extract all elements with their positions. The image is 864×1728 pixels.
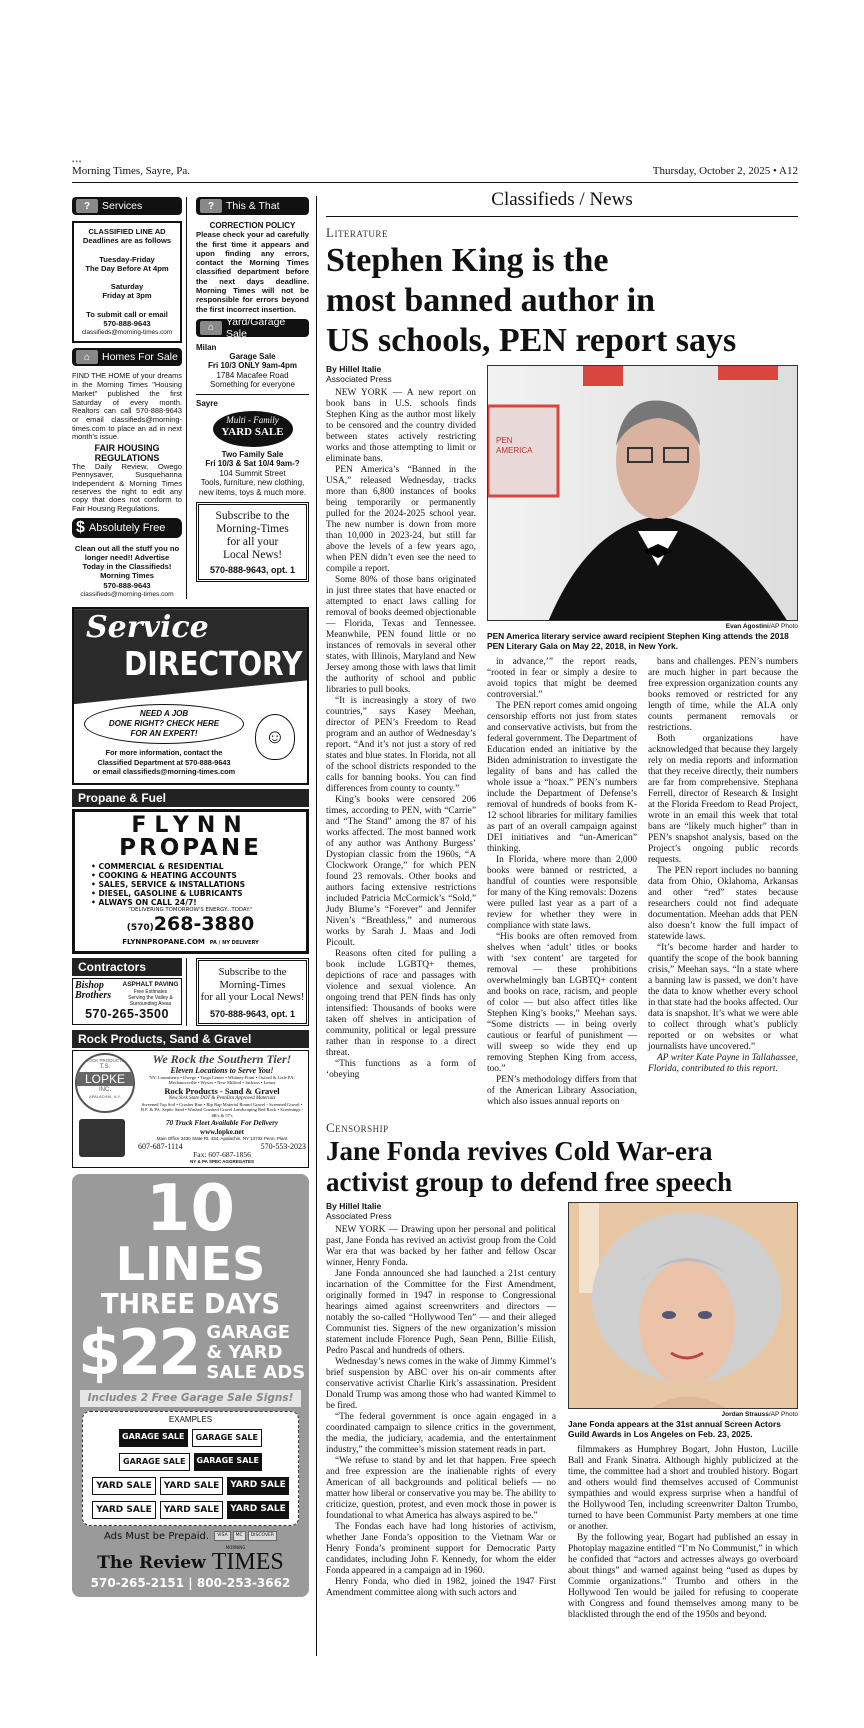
article1-left (326, 365, 476, 1108)
directory-title: DIRECTORY (124, 644, 303, 684)
lopke-art (75, 1053, 135, 1165)
listing-details: Something for everyone (210, 380, 295, 390)
headline-line: Stephen King is the (326, 242, 609, 279)
propane-services (83, 862, 298, 907)
byline-agency: Associated Press (326, 373, 392, 384)
article-paragraph: Henry Fonda, who died in 1982, joined the 1947 First Amendment committee along with such actors and (326, 1577, 556, 1598)
deadline-line: Saturday (110, 282, 144, 292)
yard-sale-graphic (213, 411, 293, 447)
ad-big-number: 10 (145, 1174, 236, 1247)
lopke-website[interactable]: www.lopke.net (200, 1127, 244, 1136)
example-sign: YARD SALE (92, 1477, 156, 1495)
listing-sayre (196, 450, 309, 498)
article-paragraph: NEW YORK — A new report on book bans in U.S. schools finds Stephen King as the author most likely to be censored and the country divided between states actively restricting works and those attempting to limit or eliminate bans. (326, 388, 476, 464)
classifieds-area (72, 197, 309, 1597)
headline-line: most banned author in (326, 282, 656, 319)
lopke-materials: Screened Top Soil • Crusher Run • Rip Rap Material Round Gravel - Screened Gravel • R.F. & PA. Septic Sand • Washed Crushed Gravel Landscaping Red Rock • Screenings - #R's & 57's (140, 1101, 304, 1118)
garage-line: & YARD (206, 1342, 283, 1364)
correction-title: CORRECTION POLICY (209, 221, 296, 230)
article-paragraph: Some 80% of those bans originated in just three states that have enacted or attempted to enact laws calling for removal of books deemed objectionable — Florida, Texas and Tennessee. Meanwhile, PEN found little or no instances of removals in several other states, with Illinois, Maryland and New Jersey among those with laws that limit the authority of school and public libraries to pull books. (326, 575, 476, 695)
listing-divider (196, 394, 309, 395)
propane-name: PROPANE (119, 835, 262, 862)
article-paragraph: filmmakers as Humphrey Bogart, John Huston, Lucille Ball and Frank Sinatra. Although highly publicized at the time, the committee had a short and troubled history. Bogart and others would find themselves accused of Communist sympathies and would express surprise when a handful of the Hollywood Ten, including screenwriter Dalton Trumbo, turned to have been Communist Party members at one time or another. (568, 1445, 798, 1532)
propane-service-item: • COOKING & HEATING ACCOUNTS (91, 871, 237, 881)
issue-date: Thursday, October 2, 2025 • A12 (652, 165, 798, 177)
article-paragraph: By the following year, Bogart had published an essay in Photoplay magazine entitled “I’m No Communist,” in which he confided that “actors and actresses always go overboard about things” and warned against being “used as dupes by Commie organizations.” Trumbo and others in the Hollywood Ten would be jailed for refusing to cooperate with Congress and found themselves among many to be blacklisted through the end of the 1950s and beyond. (568, 1533, 798, 1620)
free-line: Today in the Classifieds! (82, 562, 172, 572)
article-paragraph: PEN America’s “Banned in the USA,” released Wednesday, tracks more than 6,800 instances of books being temporarily or permanently pulled for the 2024-2025 school year. The new number is down from more than 10,000 in 2023-24, but still far above the levels of a few years ago, when PEN didn’t even see the need to compile a report. (326, 465, 476, 574)
review-logo: The Review (97, 1553, 206, 1574)
times-logo (212, 1545, 284, 1574)
listing-headline: Two Family Sale (221, 449, 284, 459)
byline-author: By Hillel Italie (326, 1201, 382, 1211)
headline-line: activist group to defend free speech (326, 1167, 733, 1197)
section-title: Services (102, 200, 143, 212)
lopke-office: Main Office 3430 State Rt. 434, Apalachin, NY 13732 Penn. Plant (156, 1135, 288, 1141)
article-paragraph: Jane Fonda announced she had launched a 21st century incarnation of the Committee for the First Amendment, originally formed in 1947 in response to Congressional hearings aimed against screenwriters and directors — notably the so-called “Hollywood Ten” — and their alleged Communist ties. Signers of the new organization’s mission statement include Florence Pugh, Sean Penn, Billie Eilish, Pedro Pascal and hundreds of others. (326, 1269, 556, 1356)
article-paragraph: The PEN report comes amid ongoing censorship efforts not just from states and conservative activists, but from the federal government. The Department of Education ended an initiative by the Biden administration to investigate the legality of bans and has called the whole issue a “hoax.” PEN’s numbers include the Department of Defense’s removal of hundreds of books from K-12 school libraries for military families as part of an overall campaign against DEI initiatives and “un-American” thinking. (487, 701, 637, 854)
lopke-locations: NY: Lounsberry • Owego • Tioga Center • Whitney Point • Oxford & Lisle PA: Mechanicsville • Wysox • New Milford • Jackson • Lenox (149, 1074, 295, 1086)
article-paragraph: “The federal government is once again engaged in a coordinated campaign to silence critics in the government, the media, the judiciary, academia, and the entertainment industry,” the committee’s mission statement reads in part. (326, 1412, 556, 1455)
classified-column-a (72, 197, 186, 599)
lopke-fleet: 70 Truck Fleet Available For Delivery (165, 1118, 279, 1127)
article-paragraph: In Florida, where more than 2,000 books were banned or restricted, a handful of counties were responsible for many of the King removals: Dozens were pulled last year as a part of a review for whether they were in compliance with state laws. (487, 855, 637, 931)
propane-web-row (83, 938, 298, 948)
article-paragraph: “His books are often removed from shelves when ‘adult’ titles or books with ‘sex content’ are targeted for removal — these prohibitions overwhelmingly ban LGBTQ+ content and books on race, racism, and people of color — but also affect titles like Stephen King’s books,” Meehan says. “Some districts — in being overly cautious or fearful of punishment — will sweep so wide they end up removing Stephen King from access, too.” (487, 932, 637, 1074)
flynn-propane-ad[interactable] (72, 809, 309, 954)
contractors-row (72, 958, 309, 1026)
bubble-line: NEED A JOB (139, 709, 189, 719)
deadline-line: CLASSIFIED LINE AD (88, 227, 166, 236)
free-line: Clean out all the stuff you no longer need!! Advertise (74, 543, 180, 563)
propane-phone: 268-3880 (153, 913, 255, 936)
photo-backdrop-text: PEN AMERICA (496, 436, 533, 455)
article-paragraph: “It is increasingly a story of two countries,” says Kasey Meehan, director of PEN’s Freedom to Read program and an author of Wednesday’s report. “And it’s not just a story of red states and blue states. In Florida, not all of the school districts responded to the calls for banning books. You can find differences from county to county.” (326, 696, 476, 794)
card-logos (212, 1531, 277, 1542)
listing-town: Milan (196, 342, 217, 352)
article-column (648, 657, 798, 1108)
paper-name: Morning Times, Sayre, Pa. (72, 165, 190, 177)
card-logo-icon: DISCOVER (248, 1531, 277, 1541)
listing-details: Tools, furniture, new clothing, new items, toys & much more. (198, 478, 307, 497)
propane-service-item: • DIESEL, GASOLINE & LUBRICANTS (91, 889, 243, 899)
subscribe-lines (199, 510, 306, 562)
ad-includes: Includes 2 Free Garage Sale Signs! (80, 1390, 301, 1407)
free-text (72, 544, 182, 590)
subscribe-lines (199, 967, 306, 1005)
subscribe-line: Morning-Times (216, 523, 289, 536)
free-line: 570-888-9643 (103, 580, 151, 590)
question-icon: ? (200, 199, 222, 213)
example-sign: YARD SALE (227, 1477, 289, 1495)
directory-info-line: or email classifieds@morning-times.com (92, 767, 236, 777)
section-title: Classifieds / News (491, 189, 633, 210)
lopke-ad[interactable] (72, 1050, 309, 1168)
graphic-script: Multi - Family (226, 414, 279, 425)
cartoon-man-icon: ☺ (255, 714, 295, 760)
article-column (568, 1445, 798, 1621)
propane-slogan: "DELIVERING TOMORROW'S ENERGY...TODAY." (128, 907, 253, 914)
service-directory-ad (72, 607, 309, 785)
subscribe-line: Local News! (222, 549, 283, 562)
article-headline (326, 241, 798, 361)
article-paragraph: The PEN report includes no banning data from Ohio, Oklahoma, Arkansas and other “red” states because researchers could not find adequate documentation. Meehan adds that PEN also doesn’t know the full impact of statewide laws. (648, 866, 798, 942)
classified-column-b (186, 197, 309, 599)
lopke-copy (138, 1053, 306, 1165)
credit-name: Jordan Strauss (721, 1411, 769, 1418)
byline (326, 365, 476, 384)
section-title: Homes For Sale (102, 351, 178, 364)
column-divider (316, 196, 317, 1656)
headline-line: US schools, PEN report says (326, 322, 737, 359)
card-logo-icon: VISA (214, 1531, 230, 1541)
bishop-brothers-ad[interactable] (72, 978, 182, 1025)
article2-right (568, 1202, 798, 1621)
area-code: (570) (126, 923, 154, 934)
propane-phone-row (83, 914, 298, 938)
deadline-line (76, 245, 178, 254)
article-paragraph: King’s books were censored 206 times, according to PEN, with “Carrie” and “The Stand” among the 87 of his works affected. The most banned work of any author was Anthony Burgess’ Dystopian classic from the 1960s, “A Clockwork Orange,” for which PEN found 23 removals. Other books and authors facing extensive restrictions included Patricia McCormick’s “Sold,” Judy Blume’s “Forever” and Jennifer Niven’s “Breathless,” and numerous works by Sarah J. Maas and Jodi Picoult. (326, 795, 476, 948)
contributor-note: AP writer Kate Payne in Tallahassee, Florida, contributed to this report. (648, 1053, 798, 1074)
article-kicker: Literature (326, 225, 388, 240)
subscribe-line: Subscribe to the (218, 967, 287, 979)
section-rule (326, 216, 798, 217)
ad-prepaid: Ads Must be Prepaid. (103, 1531, 210, 1543)
photo-illustration (569, 1203, 798, 1409)
credit-name: Evan Agostini (725, 623, 769, 630)
classifieds-email[interactable]: classifieds@morning-times.com (81, 329, 173, 337)
directory-info-line: For more information, contact the (105, 748, 223, 758)
photo-illustration (488, 366, 798, 621)
ad-days: THREE DAYS (100, 1287, 281, 1321)
prepaid-row (72, 1530, 309, 1543)
article1-subcolumns (487, 657, 798, 1108)
photo-credit (487, 623, 798, 630)
contractor-details (122, 989, 179, 1007)
times-word: TIMES (211, 1549, 284, 1576)
byline (326, 1202, 556, 1221)
article-paragraph: “We refuse to stand by and let that happen. Free speech and free expression are the inalienable rights of every American of all backgrounds and political beliefs — no matter how liberal or conservative you may be. The ability to criticize, question, protest, and even mock those in power is foundational to what America has always aspired to be.” (326, 1456, 556, 1521)
free-line: Morning Times (100, 571, 154, 581)
listing-address: 104 Summit Street (219, 468, 286, 478)
subscribe-phone: 570-888-9643, opt. 1 (209, 1008, 296, 1019)
article1-right (487, 365, 798, 1108)
deadline-line: The Day Before At 4pm (85, 263, 169, 273)
bishop-details (122, 981, 179, 1007)
photo-credit (568, 1411, 798, 1418)
subscribe-line: Subscribe to the (215, 510, 290, 523)
directory-info (78, 748, 250, 777)
jane-fonda-photo (568, 1202, 798, 1409)
article-headline (326, 1136, 798, 1198)
subscribe-ad[interactable] (196, 502, 309, 582)
directory-info-line: Classified Department at 570-888-9643 (97, 757, 231, 767)
truck-icon (79, 1119, 125, 1157)
section-title: This & That (226, 200, 280, 212)
article-paragraph: The Fondas each have had long histories of activism, whether Jane Fonda’s opposition to the Vietnam War or Henry Fonda’s prominent support for Democratic Party candidates, including John F. Kennedy, for whom the elder Fonda appeared in a campaign ad in 1960. (326, 1522, 556, 1576)
category-propane: Propane & Fuel (72, 789, 309, 807)
deadline-line: Friday at 3pm (102, 291, 152, 301)
credit-org: /AP Photo (768, 1411, 798, 1418)
example-sign: YARD SALE (92, 1501, 156, 1519)
category-rock-products: Rock Products, Sand & Gravel (72, 1030, 309, 1048)
fair-housing-text: The Daily Review, Owego Pennysaver, Susquehanna Independent & Morning Times reserves the right to edit any copy that does not conform to Fair Housing Regulations. (72, 462, 182, 513)
deadline-line (76, 273, 178, 282)
example-sign: GARAGE SALE (192, 1429, 262, 1447)
deadline-line: Tuesday-Friday (99, 254, 155, 264)
speech-bubble (84, 704, 244, 744)
photo-caption: PEN America literary service award recipient Stephen King attends the 2018 PEN Literary Gala on May 22, 2018, in New York. (487, 631, 789, 651)
question-icon: ? (76, 199, 98, 213)
propane-service-item: • COMMERCIAL & RESIDENTIAL (91, 862, 224, 872)
section-this-and-that (196, 197, 309, 215)
example-sign: YARD SALE (160, 1501, 224, 1519)
subscribe-ad[interactable] (196, 958, 309, 1026)
graphic-main: YARD SALE (221, 425, 284, 438)
photo-caption: Jane Fonda appears at the 31st annual Screen Actors Guild Awards in Los Angeles on Feb. 23, 2025. (568, 1419, 781, 1439)
ad-logos (72, 1545, 309, 1574)
byline-author: By Hillel Italie (326, 364, 382, 374)
article-paragraph: bans and challenges. PEN’s numbers are much higher in part because the free expression organization counts any books removed or restricted for any length of time, while the ALA only counts permanent removals or restrictions. (648, 657, 798, 733)
card-logo-icon: MC (233, 1531, 246, 1541)
dollar-icon: $ (76, 518, 85, 536)
ad-phones: 570-265-2151 | 800-253-3662 (90, 1576, 291, 1591)
article-paragraph: PEN’s methodology differs from that of the American Library Association, which also issues annual reports on (487, 1075, 637, 1107)
subscribe-line: for all your (226, 536, 279, 549)
example-sign: YARD SALE (160, 1477, 224, 1495)
article-paragraph: “This functions as a form of ‘obeying (326, 1059, 476, 1080)
lopke-seal (75, 1053, 135, 1113)
garage-line: GARAGE (206, 1322, 290, 1344)
article-paragraph: in advance,’” the report reads, “rooted in fear or simply a desire to avoid topics that might be deemed controversial.” (487, 657, 637, 700)
propane-name: FLYNN (131, 813, 250, 839)
lopke-phone: 570-553-2023 (260, 1141, 306, 1151)
article-paragraph: Reasons often cited for pulling a book include LGBTQ+ themes, depictions of race and passages with violence and sexual violence. An ongoing trend that PEN finds has only intensified: Thousands of books were taken off shelves in anticipation of community, political or legal pressure rather than in response to a direct threat. (326, 949, 476, 1058)
contractor-service: ASPHALT PAVING (122, 981, 179, 989)
example-sign: YARD SALE (227, 1501, 289, 1519)
correction-text: Please check your ad carefully the first time it appears and upon finding any errors, contact the Morning Times classified department before the next days deadline. Morning Times will not be responsible for errors beyond the first incorrect insertion. (196, 230, 309, 314)
article-column (326, 388, 476, 1081)
deadline-line: 570-888-9643 (103, 319, 151, 329)
contractor-line: Free Estimates (133, 989, 168, 996)
contractors-block (72, 958, 186, 1026)
listing-address: 1784 Macafee Road (216, 370, 289, 380)
article1-body (326, 365, 798, 1108)
contractor-line: Serving the Valley & (128, 995, 173, 1002)
lopke-phone: 607-687-1114 (138, 1141, 183, 1151)
listing-headline: Garage Sale (229, 351, 276, 361)
listing-when: Fri 10/3 & Sat 10/4 9am-? (205, 459, 300, 469)
classified-columns (72, 197, 309, 599)
ad-garage-text (206, 1323, 305, 1383)
homes-text: FIND THE HOME of your dreams in the Morning Times "Housing Market" published the first Saturday of every month. Realtors can call 570-888-9643 or email classifieds@morning-times.com to place an ad in next month's issue. (72, 371, 182, 442)
section-title: Yard/Garage Sale (225, 315, 286, 340)
section-title: Absolutely Free (88, 521, 166, 534)
seal-text: INC. (99, 1086, 111, 1093)
listing-milan (196, 352, 309, 390)
garage-line: SALE ADS (206, 1362, 306, 1384)
masthead-rule (72, 182, 798, 183)
propane-service-item: • ALWAYS ON CALL 24/7! (91, 898, 197, 908)
article2-body (326, 1202, 798, 1621)
lopke-products: Rock Products - Sand & Gravel (164, 1085, 280, 1096)
section-absolutely-free (72, 518, 182, 538)
lopke-slogan: We Rock the Southern Tier! (152, 1051, 292, 1066)
byline-agency: Associated Press (326, 1210, 392, 1221)
directory-script: Service (86, 610, 209, 646)
ad-lines: LINES (115, 1237, 266, 1292)
stephen-king-photo (487, 365, 798, 621)
bishop-top (75, 981, 179, 1007)
bubble-line: FOR AN EXPERT! (130, 729, 198, 739)
example-sign: GARAGE SALE (119, 1453, 189, 1471)
lopke-locations-title: Eleven Locations to Serve You! (170, 1065, 274, 1075)
subscribe-line: Morning-Times (219, 979, 286, 991)
seal-text: LOPKE (75, 1072, 135, 1086)
headline-line: Jane Fonda revives Cold War-era (326, 1136, 713, 1166)
seal-text: ROCK PRODUCTS (85, 1057, 125, 1063)
ten-lines-ad[interactable] (72, 1174, 309, 1597)
article-paragraph: Wednesday’s news comes in the wake of Jimmy Kimmel’s brief suspension by ABC over his on-air comments after conservative activist Charlie Kirk’s assassination. President Donald Trump was among those who had wanted Kimmel to be fired. (326, 1357, 556, 1411)
article-column (326, 1225, 556, 1599)
news-area (326, 186, 798, 1621)
examples-title: EXAMPLES (168, 1415, 213, 1425)
subscribe-line: for all your Local News! (200, 992, 305, 1004)
section-homes-for-sale (72, 348, 182, 366)
category-contractors: Contractors (72, 958, 182, 976)
deadline-lines (76, 227, 178, 328)
deadline-line (76, 301, 178, 310)
listing-when: Fri 10/3 ONLY 9am-4pm (208, 361, 297, 371)
article-paragraph: “It’s become harder and harder to quantify the scope of the book banning crisis,” Meehan says. “In a state where a banning law is passed, we don’t have the data to know whether every school in that state had the books affected. Our data is snapshot. It’s what we were able to collect through what’s publicly reported or on websites or what journalists have uncovered.” (648, 943, 798, 1052)
free-email[interactable]: classifieds@morning-times.com (80, 590, 174, 598)
lopke-approved: New York State DOT & PennDot Approved Materials (168, 1095, 276, 1101)
section-services (72, 197, 182, 215)
example-sign: GARAGE SALE (194, 1453, 262, 1471)
section-yard-garage-sale (196, 315, 309, 340)
house-sale-icon: ⌂ (200, 321, 222, 335)
article2-left (326, 1202, 556, 1621)
example-signs (86, 1429, 295, 1519)
seal-text: T.S. (99, 1063, 111, 1070)
article-paragraph: NEW YORK — Drawing upon her personal and political past, Jane Fonda has revived an activist group from the Cold War era that was backed by her father and fellow Oscar winner, Henry Fonda. (326, 1225, 556, 1268)
propane-website: FLYNNPROPANE.COM (122, 938, 205, 947)
ad-price: $22 (78, 1316, 199, 1390)
credit-org: /AP Photo (768, 623, 798, 630)
subscribe-block (186, 958, 309, 1026)
bubble-line: DONE RIGHT? CHECK HERE (108, 719, 220, 729)
article-column (487, 657, 637, 1108)
fair-housing-title: FAIR HOUSING REGULATIONS (94, 443, 160, 463)
seal-text: APALACHIN, N.Y. (89, 1093, 121, 1099)
lopke-spec: NY & PA SPEC AGGREGATES (190, 1159, 254, 1165)
examples-box (82, 1411, 299, 1526)
deadline-box (72, 221, 182, 343)
example-sign: GARAGE SALE (119, 1429, 187, 1447)
deadline-line: Deadlines are as follows (82, 236, 172, 246)
propane-delivery: PA / NY DELIVERY (209, 940, 259, 947)
article-paragraph: Both organizations have acknowledged that because they largely rely on media reports and information that they receive directly, their numbers are far from comprehensive. Stephana Ferrell, director of Research & Insight at the Florida Freedom to Read Project, wrote in an email this week that total bans are “likely much higher” than in PEN’s snapshot analysis, based on the Project’s ongoing public records requests. (648, 734, 798, 865)
contractor-line: Surrounding Areas (129, 1001, 172, 1008)
propane-service-item: • SALES, SERVICE & INSTALLATIONS (91, 880, 246, 890)
house-icon: ⌂ (76, 350, 98, 364)
masthead-dots: ••• (72, 158, 83, 166)
times-small: MORNING (225, 1545, 246, 1551)
contractor-phone: 570-265-3500 (85, 1007, 169, 1022)
bishop-logo: Bishop Brothers (75, 980, 112, 1002)
subscribe-phone: 570-888-9643, opt. 1 (209, 565, 296, 576)
listing-town: Sayre (196, 398, 218, 408)
article-kicker: Censorship (326, 1120, 389, 1135)
lopke-fax: Fax: 607-687-1856 (193, 1149, 251, 1159)
deadline-line: To submit call or email (86, 309, 168, 319)
ad-price-row (72, 1316, 309, 1390)
